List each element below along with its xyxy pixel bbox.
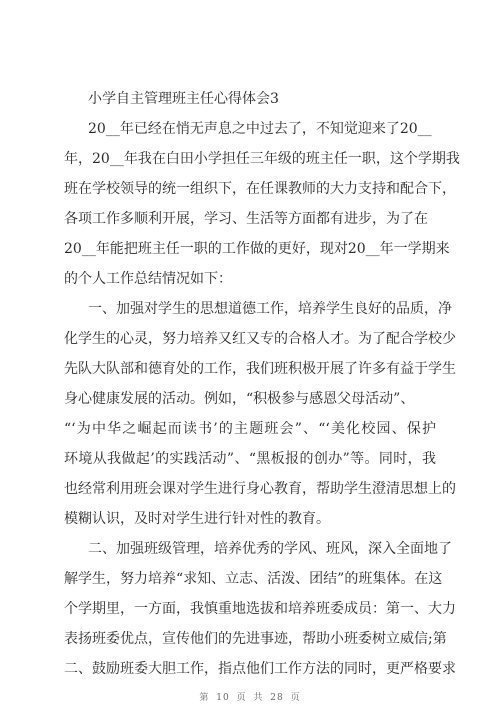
text-line: 二、鼓励班委大胆工作，指点他们工作方法的同时，更严格要求 <box>64 661 456 677</box>
text-line: 班在学校领导的统一组织下，在任课教师的大力支持和配合下， <box>64 181 456 197</box>
text-line: 模糊认识，及时对学生进行针对性的教育。 <box>64 511 330 527</box>
text-line: “‘为中华之崛起而读书’的主题班会”、“‘美化校园、保护 <box>64 421 436 437</box>
text-line: 20__年能把班主任一职的工作做的更好，现对20__年一学期来 <box>64 241 450 257</box>
text-line: 个学期里，一方面，我慎重地选拔和培养班委成员：第一、大力 <box>64 601 456 617</box>
text-line: 先队大队部和德育处的工作，我们班积极开展了许多有益于学生 <box>64 361 456 377</box>
page-footer: 第 10 页 共 28 页 <box>199 693 301 703</box>
text-line: 年，20__年我在白田小学担任三年级的班主任一职，这个学期我 <box>64 151 460 167</box>
text-line: 化学生的心灵，努力培养又红又专的合格人才。为了配合学校少 <box>64 331 456 347</box>
document-title: 小学自主管理班主任心得体会3 <box>88 91 279 107</box>
text-line: 身心健康发展的活动。例如，“积极参与感恩父母活动”、 <box>64 391 415 407</box>
text-line: 一、加强对学生的思想道德工作，培养学生良好的品质，净 <box>88 301 452 317</box>
text-line: 各项工作多顺利开展，学习、生活等方面都有进步，为了在 <box>64 211 428 227</box>
text-line: 表扬班委优点，宣传他们的先进事迹，帮助小班委树立威信;第 <box>64 631 447 647</box>
text-line: 也经常利用班会课对学生进行身心教育，帮助学生澄清思想上的 <box>64 481 456 497</box>
text-line: 20__年已经在悄无声息之中过去了，不知觉迎来了20__ <box>88 121 432 137</box>
text-line: 环境从我做起’的实践活动”、“黑板报的创办”等。同时，我 <box>64 451 436 467</box>
text-line: 的个人工作总结情况如下： <box>64 271 232 287</box>
text-line: 解学生，努力培养“求知、立志、活泼、团结”的班集体。在这 <box>64 571 443 587</box>
text-line: 二、加强班级管理，培养优秀的学风、班风，深入全面地了 <box>88 541 452 557</box>
